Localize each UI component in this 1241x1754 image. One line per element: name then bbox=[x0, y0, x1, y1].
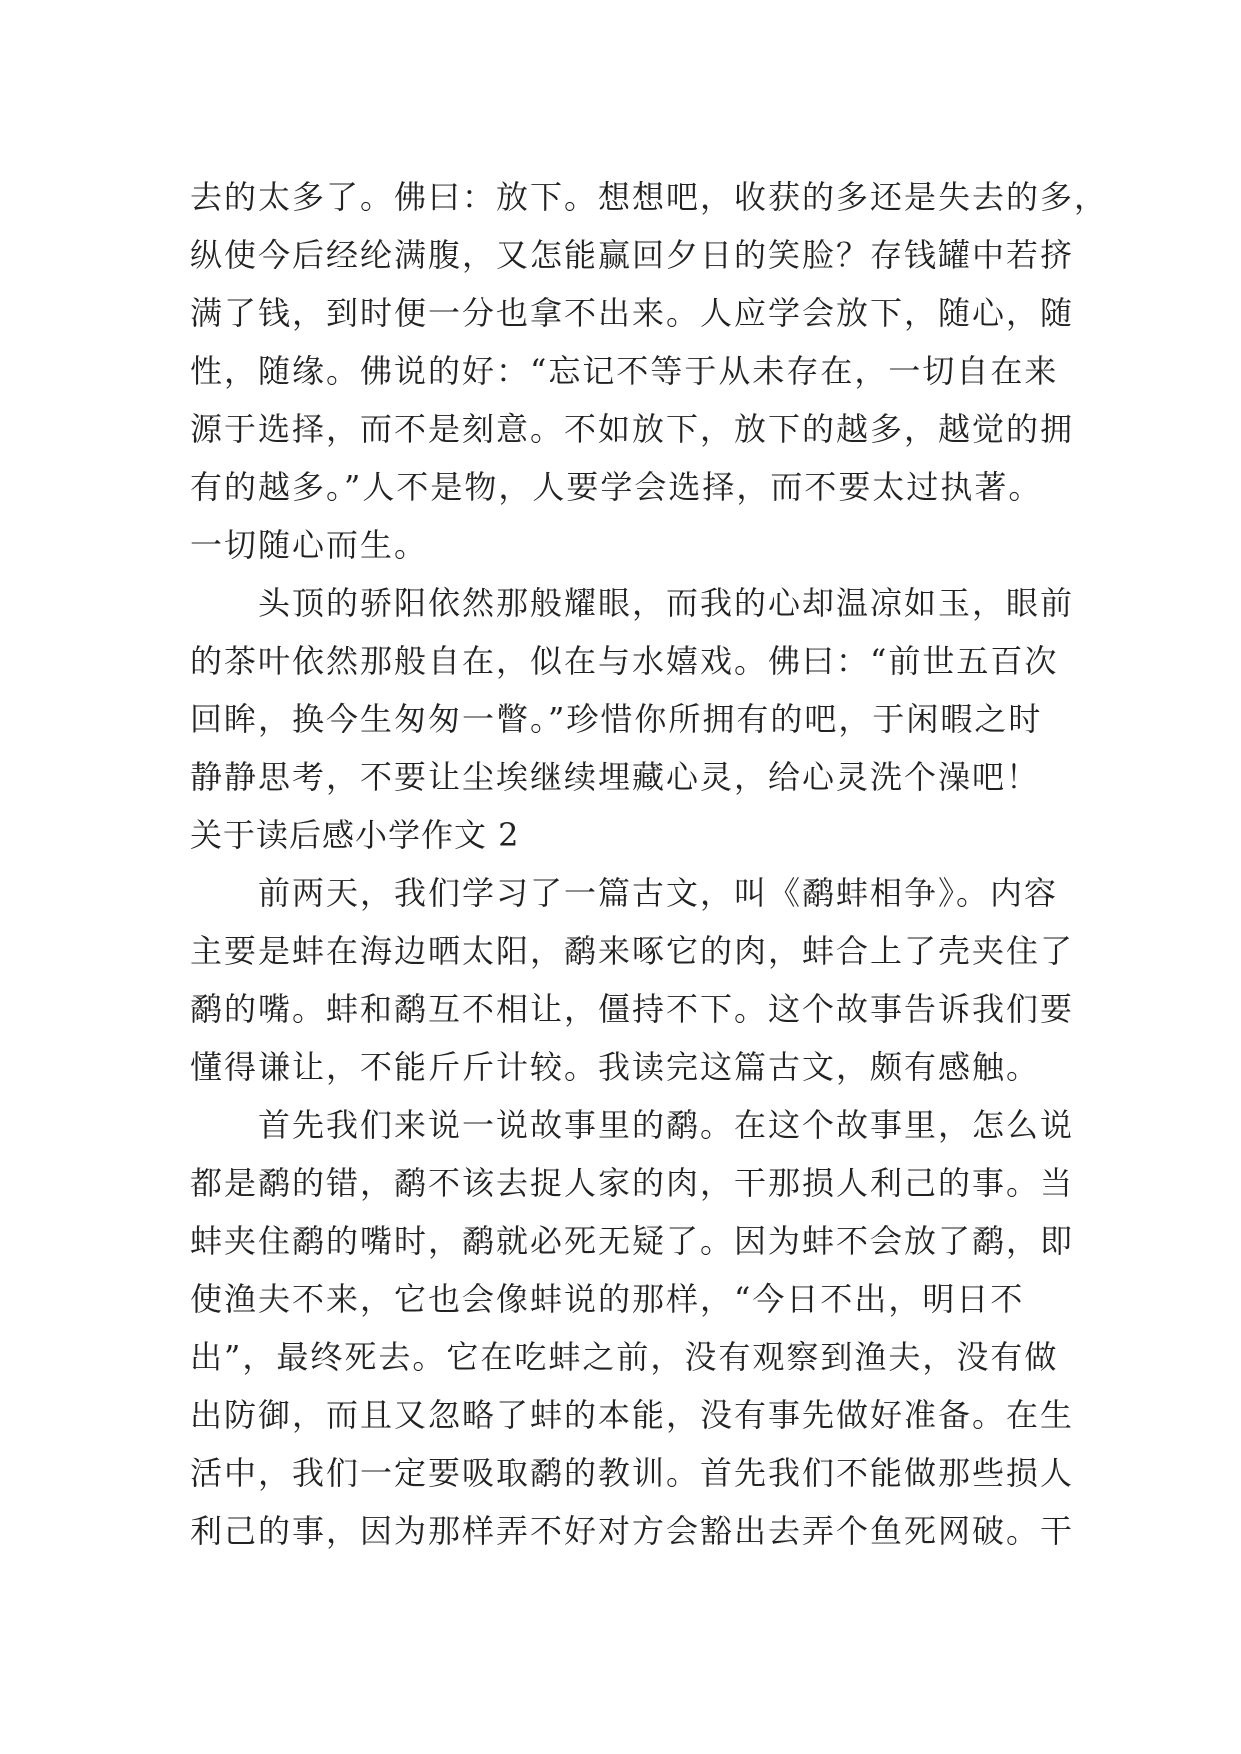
section-heading: 关于读后感小学作文 2 bbox=[190, 816, 520, 854]
text-line: 出防御，而且又忽略了蚌的本能，没有事先做好准备。在生 bbox=[190, 1396, 1075, 1434]
text-line: 源于选择，而不是刻意。不如放下，放下的越多，越觉的拥 bbox=[190, 410, 1075, 448]
text-line: 前两天，我们学习了一篇古文，叫《鹬蚌相争》。内容 bbox=[190, 874, 1059, 912]
text-line: 使渔夫不来，它也会像蚌说的那样，“今日不出，明日不 bbox=[190, 1280, 1025, 1318]
text-line: 有的越多。”人不是物，人要学会选择，而不要太过执著。 bbox=[190, 468, 1043, 506]
text-line: 鹬的嘴。蚌和鹬互不相让，僵持不下。这个故事告诉我们要 bbox=[190, 990, 1075, 1028]
text-line: 的茶叶依然那般自在，似在与水嬉戏。佛曰：“前世五百次 bbox=[190, 642, 1059, 680]
text-line: 头顶的骄阳依然那般耀眼，而我的心却温凉如玉，眼前 bbox=[190, 584, 1075, 622]
text-line: 都是鹬的错，鹬不该去捉人家的肉，干那损人利己的事。当 bbox=[190, 1164, 1075, 1202]
text-line: 出”，最终死去。它在吃蚌之前，没有观察到渔夫，没有做 bbox=[190, 1338, 1059, 1376]
text-line: 一切随心而生。 bbox=[190, 526, 429, 564]
document-body bbox=[190, 168, 1109, 1560]
text-line: 去的太多了。佛曰：放下。想想吧，收获的多还是失去的多， bbox=[190, 178, 1109, 216]
text-line: 回眸，换今生匆匆一瞥。”珍惜你所拥有的吧，于闲暇之时 bbox=[190, 700, 1043, 738]
text-line: 纵使今后经纶满腹，又怎能赢回夕日的笑脸？存钱罐中若挤 bbox=[190, 236, 1075, 274]
text-line: 主要是蚌在海边晒太阳，鹬来啄它的肉，蚌合上了壳夹住了 bbox=[190, 932, 1075, 970]
text-line: 蚌夹住鹬的嘴时，鹬就必死无疑了。因为蚌不会放了鹬，即 bbox=[190, 1222, 1075, 1260]
text-line: 满了钱，到时便一分也拿不出来。人应学会放下，随心，随 bbox=[190, 294, 1075, 332]
text-line: 懂得谦让，不能斤斤计较。我读完这篇古文，颇有感触。 bbox=[190, 1048, 1041, 1086]
text-line: 静静思考，不要让尘埃继续埋藏心灵，给心灵洗个澡吧！ bbox=[190, 758, 1041, 796]
text-line: 活中，我们一定要吸取鹬的教训。首先我们不能做那些损人 bbox=[190, 1454, 1075, 1492]
text-line: 首先我们来说一说故事里的鹬。在这个故事里，怎么说 bbox=[190, 1106, 1075, 1144]
text-line: 性，随缘。佛说的好：“忘记不等于从未存在，一切自在来 bbox=[190, 352, 1059, 390]
text-line: 利己的事，因为那样弄不好对方会豁出去弄个鱼死网破。干 bbox=[190, 1512, 1075, 1550]
